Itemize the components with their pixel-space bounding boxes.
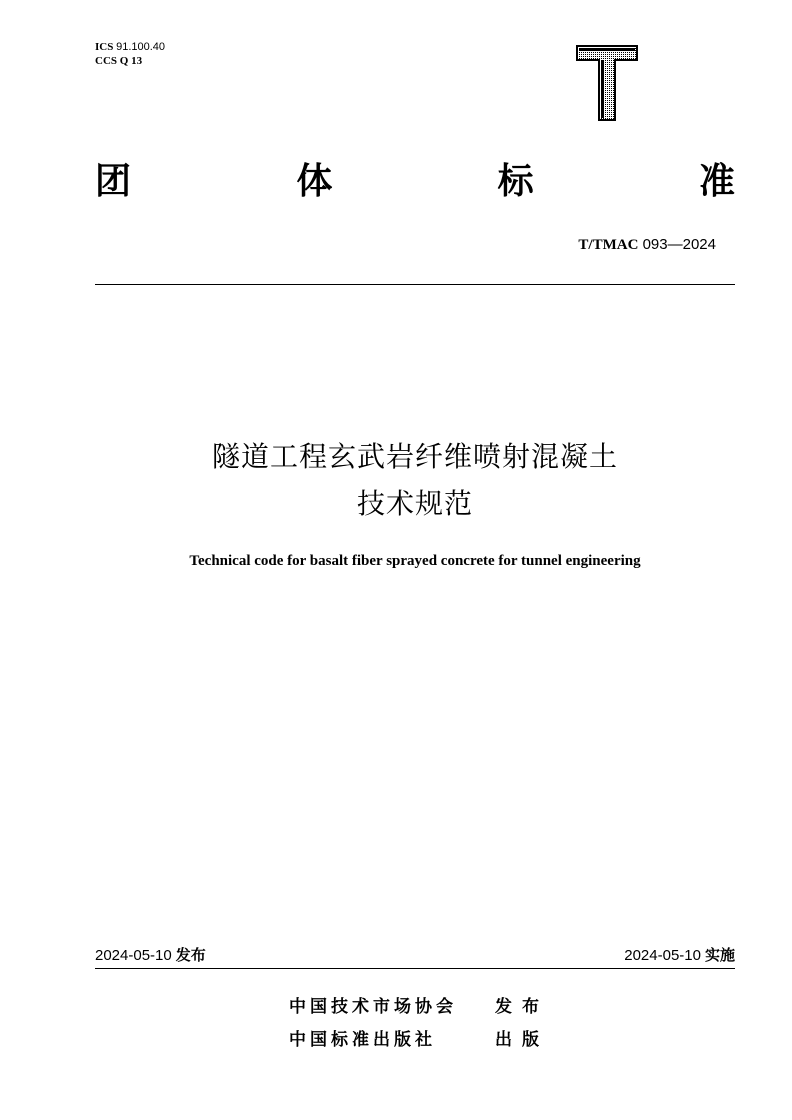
heading-char-2: 体 bbox=[296, 161, 333, 202]
title-line-1: 隧道工程玄武岩纤维喷射混凝土 bbox=[211, 440, 618, 473]
issue-label: 发布 bbox=[175, 946, 206, 964]
ccs-label: CCS bbox=[95, 55, 118, 67]
heading-char-3: 标 bbox=[497, 161, 534, 202]
standard-prefix: T/TMAC bbox=[578, 237, 639, 253]
publisher-row-1 bbox=[289, 992, 549, 1017]
standard-number bbox=[578, 236, 716, 254]
top-divider bbox=[95, 284, 735, 285]
ccs-line bbox=[95, 54, 165, 68]
ics-value: 91.100.40 bbox=[116, 41, 166, 53]
title-line-2: 技术规范 bbox=[356, 487, 473, 520]
issue-date: 2024-05-10 bbox=[95, 947, 172, 964]
ccs-value: Q 13 bbox=[119, 55, 143, 67]
publisher-role-2: 出版 bbox=[495, 1030, 549, 1050]
english-title: Technical code for basalt fiber sprayed concrete for tunnel engineering bbox=[189, 553, 641, 569]
classification-block bbox=[95, 40, 165, 68]
publisher-role-1: 发布 bbox=[495, 997, 549, 1017]
ics-label: ICS bbox=[95, 41, 114, 53]
heading-char-1: 团 bbox=[95, 161, 132, 202]
heading-char-4: 准 bbox=[698, 161, 735, 202]
publisher-row-2 bbox=[289, 1025, 549, 1050]
implement-date-block bbox=[624, 944, 735, 965]
publisher-org-1: 中国技术市场协会 bbox=[289, 997, 457, 1017]
t-standard-logo-icon bbox=[575, 44, 639, 122]
group-standard-heading bbox=[95, 160, 735, 204]
implement-label: 实施 bbox=[704, 946, 735, 964]
publisher-org-2: 中国标准出版社 bbox=[289, 1030, 436, 1050]
bottom-divider bbox=[95, 968, 735, 969]
ics-line bbox=[95, 40, 165, 54]
implement-date: 2024-05-10 bbox=[624, 947, 701, 964]
issue-date-block bbox=[95, 944, 206, 965]
standard-code: 093—2024 bbox=[642, 236, 716, 253]
